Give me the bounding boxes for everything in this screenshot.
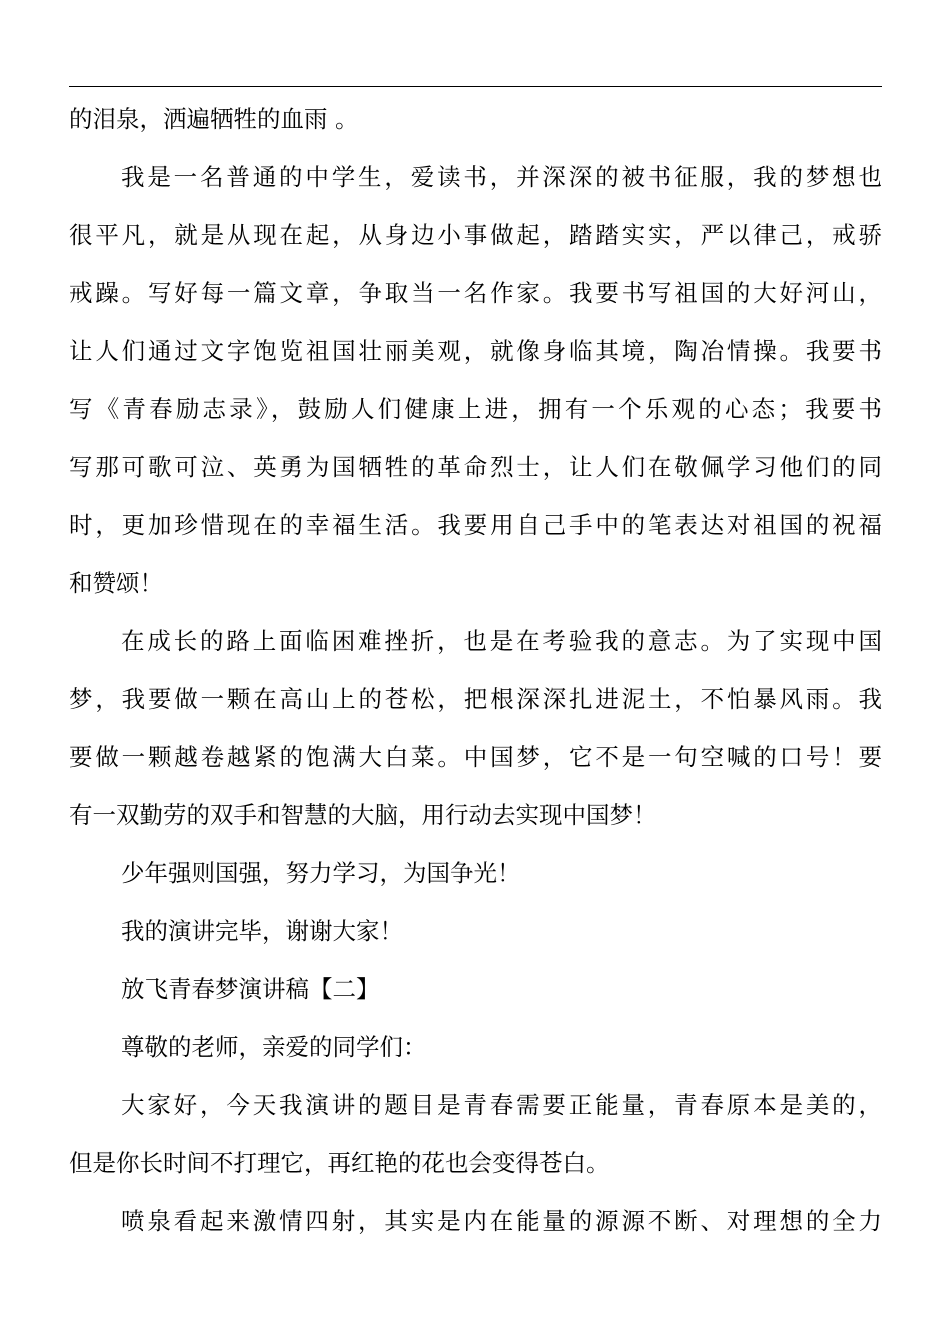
section-heading: 放飞青春梦演讲稿【二】 — [121, 975, 380, 1003]
text-line: 梦，我要做一颗在高山上的苍松，把根深深扎进泥土，不怕暴风雨。我 — [69, 685, 882, 713]
text-line: 时，更加珍惜现在的幸福生活。我要用自己手中的笔表达对祖国的祝福 — [69, 511, 882, 539]
text-line: 戒躁。写好每一篇文章，争取当一名作家。我要书写祖国的大好河山， — [69, 279, 882, 307]
document-body — [69, 90, 882, 1250]
text-line: 写《青春励志录》，鼓励人们健康上进，拥有一个乐观的心态；我要书 — [69, 395, 882, 423]
text-line: 喷泉看起来激情四射，其实是内在能量的源源不断、对理想的全力 — [121, 1207, 882, 1235]
text-line: 但是你长时间不打理它，再红艳的花也会变得苍白。 — [69, 1149, 610, 1177]
text-line: 我的演讲完毕，谢谢大家！ — [121, 917, 403, 945]
text-line: 和赞颂！ — [69, 569, 163, 597]
text-line: 要做一颗越卷越紧的饱满大白菜。中国梦，它不是一句空喊的口号！要 — [69, 743, 882, 771]
text-line: 的泪泉，洒遍牺牲的血雨 。 — [69, 105, 359, 133]
text-line: 少年强则国强，努力学习，为国争光！ — [121, 859, 521, 887]
text-line: 我是一名普通的中学生，爱读书，并深深的被书征服，我的梦想也 — [121, 163, 882, 191]
text-line: 很平凡，就是从现在起，从身边小事做起，踏踏实实，严以律己，戒骄 — [69, 221, 882, 249]
header-rule — [69, 86, 882, 87]
text-line: 有一双勤劳的双手和智慧的大脑，用行动去实现中国梦！ — [69, 801, 657, 829]
text-line: 让人们通过文字饱览祖国壮丽美观，就像身临其境，陶冶情操。我要书 — [69, 337, 882, 365]
text-line: 在成长的路上面临困难挫折，也是在考验我的意志。为了实现中国 — [121, 627, 882, 655]
text-line: 大家好，今天我演讲的题目是青春需要正能量，青春原本是美的， — [121, 1091, 882, 1119]
salutation: 尊敬的老师，亲爱的同学们： — [121, 1033, 427, 1061]
text-line: 写那可歌可泣、英勇为国牺牲的革命烈士，让人们在敬佩学习他们的同 — [69, 453, 882, 481]
